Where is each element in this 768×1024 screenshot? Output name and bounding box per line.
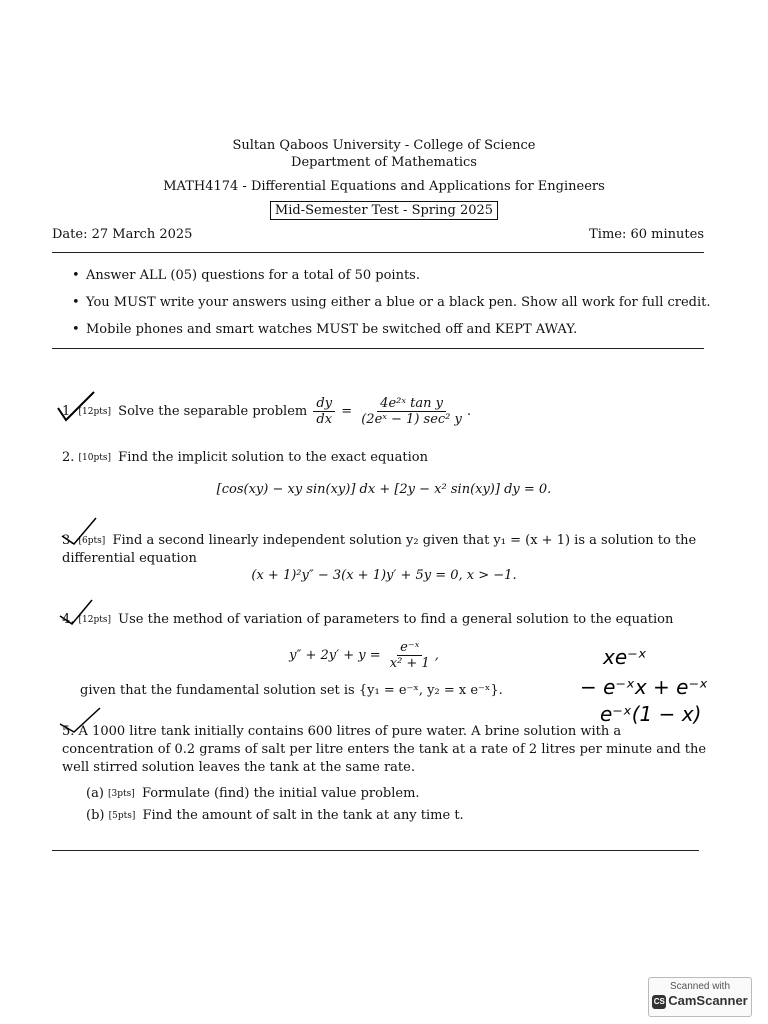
question-points: [6pts]	[78, 536, 106, 546]
question-number: 1.	[62, 404, 75, 419]
checkmark-q4	[60, 600, 92, 624]
question-points: [10pts]	[78, 453, 112, 463]
lhs-denominator: dx	[316, 412, 333, 427]
rhs-numerator: 4e²ˣ tan y	[377, 396, 446, 412]
part-label: (a)	[86, 786, 104, 801]
equation-4-left: y″ + 2y′ + y =	[289, 648, 381, 663]
part-text: Find the amount of salt in the tank at any time t.	[142, 808, 464, 823]
question-number: 2.	[62, 450, 75, 465]
equation-4: y″ + 2y′ + y = $\frac{\text{e⁻ˣ}}{\text{x² + 1}}$ ,	[289, 640, 439, 671]
part-text: Formulate (find) the initial value problem.	[141, 786, 420, 801]
question-1: 1. [12pts] Solve the separable problem $\frac{dy}{dx}$ = $\frac{\text{4e²ˣ tan y}}{\text{(2eˣ − 1) sec² y}}$ .	[62, 396, 471, 427]
instruction-item: • You MUST write your answers using either a blue or a black pen. Show all work for full credit.	[72, 289, 711, 316]
handwritten-note-2: − e⁻ˣx + e⁻ˣ	[580, 675, 708, 699]
instruction-item: • Mobile phones and smart watches MUST be switched off and KEPT AWAY.	[72, 316, 711, 343]
camscanner-badge	[648, 977, 752, 1017]
course-title: MATH4174 - Differential Equations and Applications for Engineers	[163, 179, 605, 194]
handwritten-note-1: xe⁻ˣ	[603, 645, 647, 669]
department-name: Department of Mathematics	[291, 155, 477, 170]
question-text: Find a second linearly independent solution y₂ given that y₁ = (x + 1) is a solution to the differential equation	[62, 533, 697, 566]
equation-4-numerator: e⁻ˣ	[397, 640, 422, 656]
question-number: 3.	[62, 533, 75, 548]
exam-title: Mid-Semester Test - Spring 2025	[270, 201, 498, 220]
equation-2: [cos(xy) − xy sin(xy)] dx + [2y − x² sin(xy)] dy = 0.	[216, 482, 552, 497]
checkmark-q1	[58, 392, 94, 420]
question-text: Solve the separable problem	[118, 404, 308, 419]
lhs-numerator: dy	[313, 396, 335, 412]
equation-4-denominator: x² + 1	[389, 656, 430, 671]
question-number: 5.	[62, 724, 75, 739]
question-points: [12pts]	[78, 615, 112, 625]
rhs-denominator: (2eˣ − 1) sec² y	[361, 412, 462, 427]
exam-duration: Time: 60 minutes	[589, 227, 704, 242]
scanner-caption: Scanned with	[669, 981, 731, 992]
instruction-item: • Answer ALL (05) questions for a total of 50 points.	[72, 262, 711, 289]
checkmark-q5	[60, 708, 100, 732]
question-points: [12pts]	[78, 407, 112, 417]
question-number: 4.	[62, 612, 75, 627]
question-text: Find the implicit solution to the exact equation	[118, 450, 428, 465]
part-label: (b)	[86, 808, 105, 823]
part-points: [5pts]	[108, 811, 136, 821]
checkmark-q3	[62, 518, 96, 544]
camscanner-logo-icon: CS	[652, 995, 666, 1009]
handwritten-note-3: e⁻ˣ(1 − x)	[600, 702, 702, 726]
scanner-brand: CS CamScanner	[653, 993, 748, 1008]
part-points: [3pts]	[108, 789, 135, 799]
equation-3: (x + 1)²y″ − 3(x + 1)y′ + 5y = 0, x > −1.	[251, 568, 517, 583]
university-name: Sultan Qaboos University - College of Science	[232, 138, 536, 153]
question-4-given: given that the fundamental solution set is {y₁ = e⁻ˣ, y₂ = x e⁻ˣ}.	[80, 683, 503, 698]
question-text: A 1000 litre tank initially contains 600 litres of pure water. A brine solution with a concentration of 0.2 grams of salt per litre enters the tank at a rate of 2 litres per minute and the well stirred solution leaves the tank at the same rate.	[62, 724, 707, 775]
question-text: Use the method of variation of parameters to find a general solution to the equation	[118, 612, 674, 627]
exam-date: Date: 27 March 2025	[52, 227, 193, 242]
